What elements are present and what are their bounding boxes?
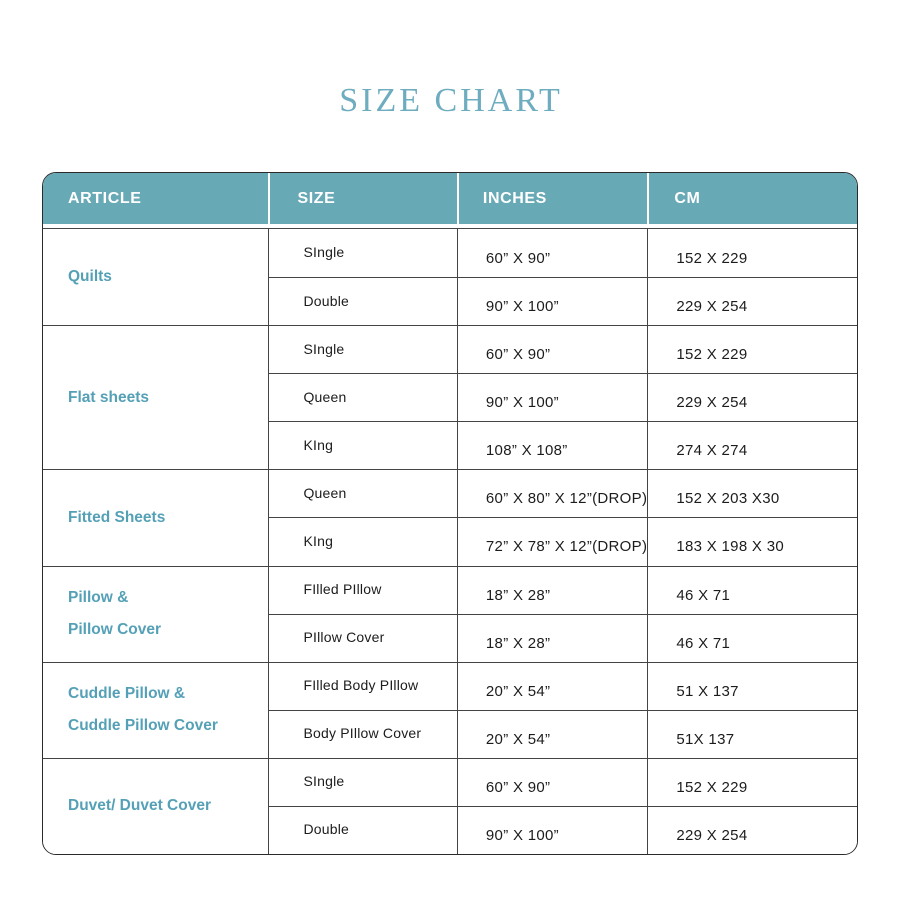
cm-value: 152 X 203 X30 bbox=[676, 490, 780, 508]
header-cm: CM bbox=[647, 173, 857, 224]
size-cell bbox=[268, 325, 456, 373]
inches-value: 60” X 90” bbox=[485, 249, 551, 267]
size-cell bbox=[268, 517, 456, 565]
size-cell bbox=[268, 758, 456, 806]
inches-cell bbox=[457, 325, 647, 373]
inches-value: 90” X 100” bbox=[485, 826, 559, 844]
inches-cell bbox=[457, 806, 647, 854]
size-chart-table bbox=[42, 172, 858, 855]
cm-cell bbox=[647, 758, 857, 806]
cm-value: 152 X 229 bbox=[676, 346, 748, 364]
size-value: SIngle bbox=[303, 340, 345, 357]
cm-cell bbox=[647, 614, 857, 662]
inches-value: 18” X 28” bbox=[485, 634, 551, 652]
inches-cell bbox=[457, 710, 647, 758]
size-cell bbox=[268, 806, 456, 854]
inches-cell bbox=[457, 277, 647, 325]
cm-cell bbox=[647, 421, 857, 469]
inches-value: 60” X 90” bbox=[485, 778, 551, 796]
article-label: Cuddle Pillow & bbox=[68, 685, 186, 703]
inches-cell bbox=[457, 421, 647, 469]
inches-cell bbox=[457, 758, 647, 806]
inches-value: 20” X 54” bbox=[485, 730, 551, 748]
size-value: Queen bbox=[303, 388, 347, 405]
cm-value: 229 X 254 bbox=[676, 298, 748, 316]
page-title: SIZE CHART bbox=[339, 82, 563, 119]
article-cell-quilts bbox=[43, 229, 268, 325]
size-value: FIlled Body PIllow bbox=[303, 677, 419, 694]
inches-value: 20” X 54” bbox=[485, 682, 551, 700]
size-value: PIllow Cover bbox=[303, 629, 385, 646]
article-cell-cuddle-pillow bbox=[43, 662, 268, 758]
cm-value: 229 X 254 bbox=[676, 394, 748, 412]
article-label: Pillow & bbox=[68, 589, 129, 607]
cm-cell bbox=[647, 325, 857, 373]
size-cell bbox=[268, 229, 456, 277]
inches-value: 108” X 108” bbox=[485, 442, 568, 460]
inches-cell bbox=[457, 229, 647, 277]
size-cell bbox=[268, 614, 456, 662]
size-value: Double bbox=[303, 292, 350, 309]
size-cell bbox=[268, 469, 456, 517]
size-value: FIlled PIllow bbox=[303, 581, 382, 598]
article-cell-flat-sheets bbox=[43, 325, 268, 469]
cm-cell bbox=[647, 806, 857, 854]
size-value: KIng bbox=[303, 436, 334, 453]
cm-cell bbox=[647, 710, 857, 758]
inches-cell bbox=[457, 469, 647, 517]
article-label: Fitted Sheets bbox=[68, 508, 166, 526]
inches-cell bbox=[457, 566, 647, 614]
cm-cell bbox=[647, 229, 857, 277]
article-cell-duvet bbox=[43, 758, 268, 854]
cm-cell bbox=[647, 566, 857, 614]
cm-value: 183 X 198 X 30 bbox=[676, 538, 784, 556]
size-cell bbox=[268, 566, 456, 614]
table-body bbox=[43, 228, 857, 854]
inches-value: 72” X 78” X 12”(DROP) bbox=[485, 538, 648, 556]
cm-cell bbox=[647, 469, 857, 517]
cm-cell bbox=[647, 517, 857, 565]
size-cell bbox=[268, 421, 456, 469]
article-label: Duvet/ Duvet Cover bbox=[68, 797, 211, 815]
cm-cell bbox=[647, 373, 857, 421]
size-value: SIngle bbox=[303, 773, 345, 790]
cm-value: 274 X 274 bbox=[676, 442, 748, 460]
size-value: Queen bbox=[303, 484, 347, 501]
article-label: Cuddle Pillow Cover bbox=[68, 717, 218, 735]
header-article: ARTICLE bbox=[43, 173, 268, 224]
header-size: SIZE bbox=[268, 173, 456, 224]
cm-value: 152 X 229 bbox=[676, 778, 748, 796]
size-value: SIngle bbox=[303, 244, 345, 261]
inches-value: 90” X 100” bbox=[485, 394, 559, 412]
cm-value: 51 X 137 bbox=[676, 682, 739, 700]
size-value: KIng bbox=[303, 532, 334, 549]
size-cell bbox=[268, 710, 456, 758]
article-label: Pillow Cover bbox=[68, 621, 162, 639]
size-cell bbox=[268, 373, 456, 421]
size-cell bbox=[268, 277, 456, 325]
header-inches: INCHES bbox=[457, 173, 647, 224]
inches-value: 60” X 80” X 12”(DROP) bbox=[485, 490, 648, 508]
table-header-row bbox=[43, 173, 857, 224]
article-cell-pillow bbox=[43, 566, 268, 662]
cm-value: 46 X 71 bbox=[676, 634, 731, 652]
inches-cell bbox=[457, 614, 647, 662]
size-value: Double bbox=[303, 821, 350, 838]
cm-cell bbox=[647, 662, 857, 710]
inches-cell bbox=[457, 517, 647, 565]
cm-value: 51X 137 bbox=[676, 730, 735, 748]
inches-value: 60” X 90” bbox=[485, 346, 551, 364]
article-label: Flat sheets bbox=[68, 388, 149, 406]
inches-cell bbox=[457, 373, 647, 421]
inches-value: 18” X 28” bbox=[485, 586, 551, 604]
size-value: Body PIllow Cover bbox=[303, 725, 422, 742]
inches-cell bbox=[457, 662, 647, 710]
inches-value: 90” X 100” bbox=[485, 298, 559, 316]
cm-value: 229 X 254 bbox=[676, 826, 748, 844]
cm-value: 152 X 229 bbox=[676, 249, 748, 267]
article-label: Quilts bbox=[68, 268, 112, 286]
cm-value: 46 X 71 bbox=[676, 586, 731, 604]
article-cell-fitted-sheets bbox=[43, 469, 268, 565]
size-cell bbox=[268, 662, 456, 710]
cm-cell bbox=[647, 277, 857, 325]
